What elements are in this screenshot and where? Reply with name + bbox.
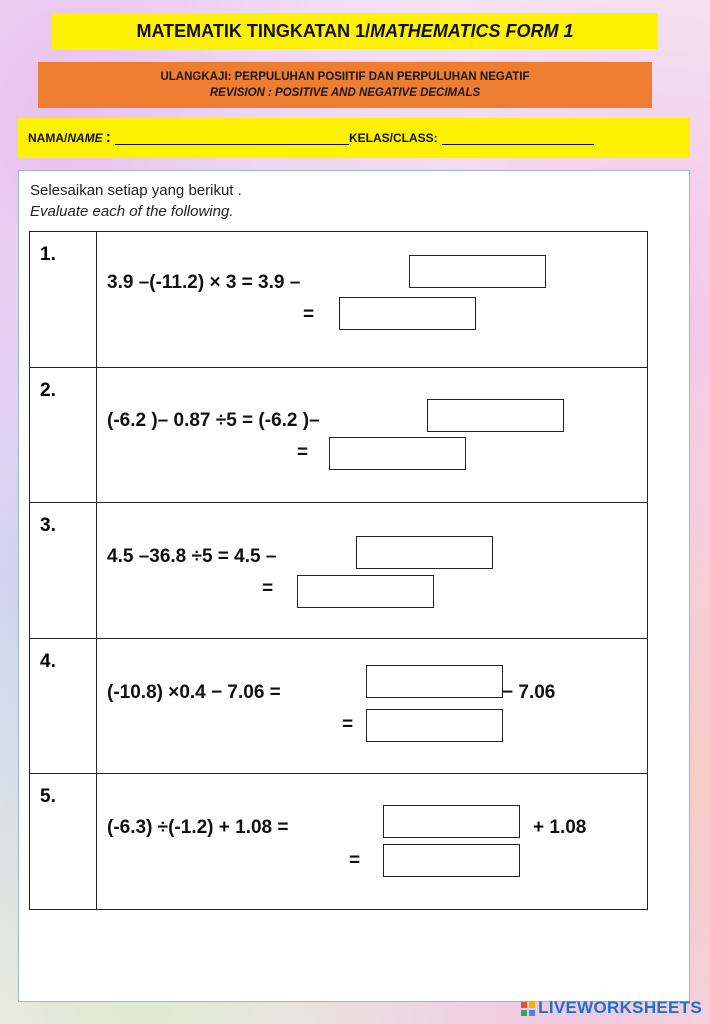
question-expression: (-6.2 )– 0.87 ÷5 = (-6.2 )– (107, 409, 320, 431)
title-main: MATEMATIK TINGKATAN 1/ (136, 20, 371, 41)
equals-sign: = (303, 304, 315, 325)
trailing-term: − 7.06 (502, 681, 556, 703)
equals-sign: = (342, 713, 354, 735)
question-row (30, 638, 648, 774)
answer-box[interactable] (329, 437, 466, 470)
name-label-italic: NAME (67, 131, 103, 145)
instructions (30, 180, 242, 222)
instruction-english: Evaluate each of the following. (30, 203, 234, 220)
class-blank-line (442, 131, 594, 145)
equals-sign: = (297, 441, 309, 463)
name-class-bar (18, 118, 690, 158)
class-label: KELAS/CLASS: (349, 131, 438, 145)
answer-box[interactable] (427, 399, 564, 432)
answer-box[interactable] (356, 536, 493, 569)
subtitle-line-malay: ULANGKAJI: PERPULUHAN POSIITIF DAN PERPULUHAN NEGATIF (160, 71, 530, 83)
name-label: NAMA/ (28, 131, 68, 145)
question-number: 2. (30, 367, 97, 503)
worksheet-subtitle (38, 62, 652, 108)
question-number: 5. (30, 774, 97, 910)
answer-box[interactable] (366, 709, 503, 742)
question-work (97, 774, 648, 910)
title-italic: MATHEMATICS FORM 1 (370, 20, 574, 41)
answer-box[interactable] (383, 844, 520, 877)
name-colon: : (105, 129, 111, 146)
answer-box[interactable] (366, 665, 503, 698)
liveworksheets-logo-icon (521, 1001, 535, 1015)
question-row (30, 503, 648, 639)
question-work (97, 232, 648, 368)
questions-table (29, 231, 648, 910)
equals-sign: = (262, 578, 274, 599)
answer-box[interactable] (297, 575, 434, 608)
worksheet-title (52, 13, 658, 49)
instruction-malay: Selesaikan setiap yang berikut . (30, 182, 242, 199)
name-blank-line (115, 131, 349, 145)
question-expression: 3.9 –(-11.2) × 3 = 3.9 – (107, 272, 301, 293)
question-work (97, 638, 648, 774)
question-row (30, 232, 648, 368)
brand-text: LIVEWORKSHEETS (538, 998, 702, 1017)
answer-box[interactable] (339, 297, 476, 330)
question-work (97, 367, 648, 503)
answer-box[interactable] (383, 805, 520, 838)
question-expression: (-10.8) ×0.4 − 7.06 = (107, 681, 281, 703)
question-row (30, 774, 648, 910)
equals-sign: = (349, 850, 361, 871)
question-work (97, 503, 648, 639)
trailing-term: + 1.08 (533, 817, 587, 838)
question-expression: (-6.3) ÷(-1.2) + 1.08 = (107, 817, 289, 838)
question-number: 4. (30, 638, 97, 774)
question-row (30, 367, 648, 503)
question-expression: 4.5 –36.8 ÷5 = 4.5 – (107, 546, 277, 567)
answer-box[interactable] (409, 255, 546, 288)
question-number: 3. (30, 503, 97, 639)
subtitle-line-english: REVISION : POSITIVE AND NEGATIVE DECIMALS (209, 87, 481, 99)
liveworksheets-brand[interactable] (521, 998, 702, 1018)
question-number: 1. (30, 232, 97, 368)
